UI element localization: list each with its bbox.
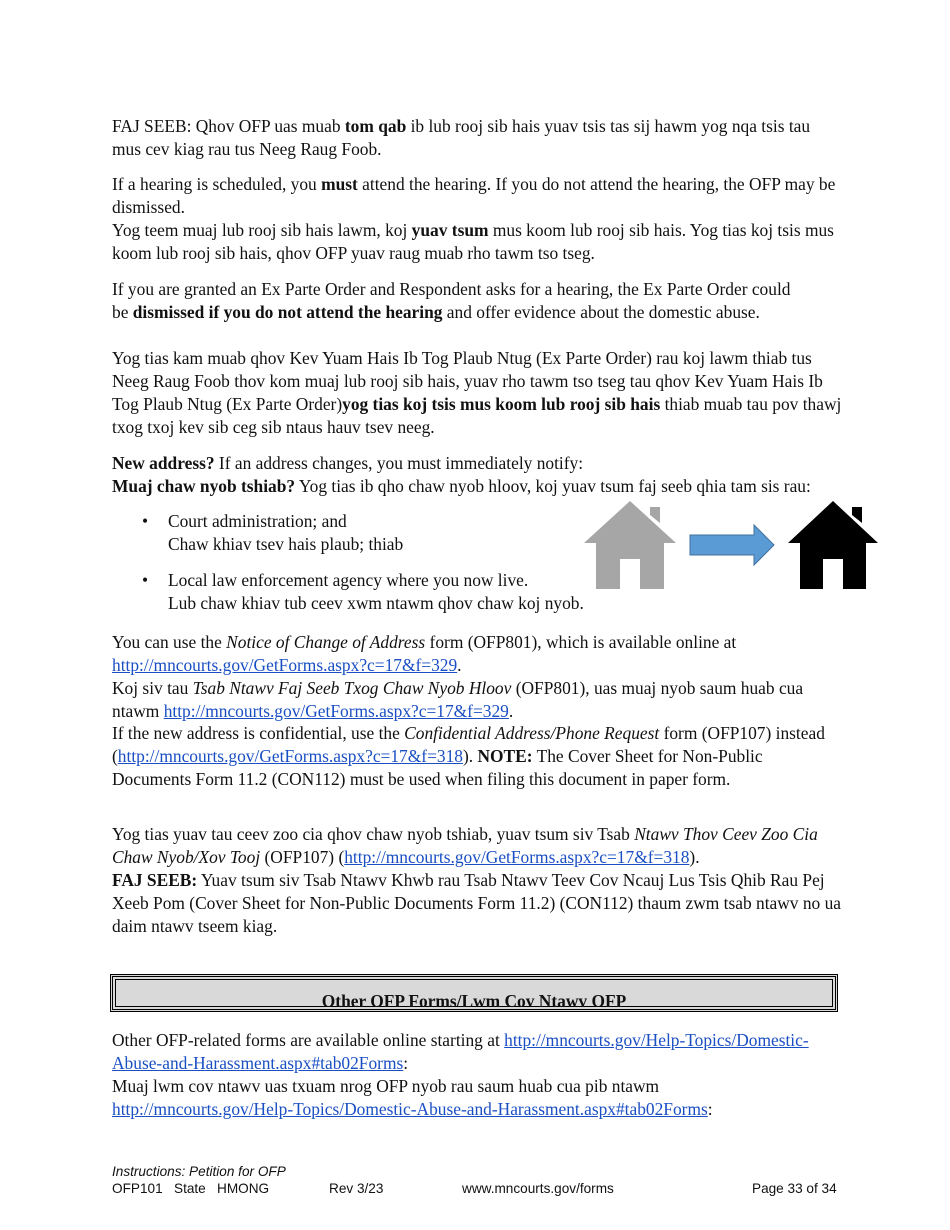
address-change-illustration <box>584 499 880 591</box>
new-address-hmong <box>112 475 842 498</box>
text-run: FAJ SEEB: Qhov OFP uas muab <box>112 116 345 136</box>
bullet: • <box>142 511 149 531</box>
list-item-english: Local law enforcement agency where you now live. <box>168 570 529 590</box>
text-run: The Cover Sheet for Non-Public Documents Form 11.2 (CON112) must be used when filing this document in paper form. <box>112 746 763 789</box>
other-forms-link[interactable]: http://mncourts.gov/Help-Topics/Domestic-Abuse-and-Harassment.aspx#tab02Forms <box>112 1099 708 1119</box>
form-title: Ntawv Thov Ceev Zoo Cia Chaw Nyob/Xov Tooj <box>112 824 818 867</box>
text-run: If a hearing is scheduled, you <box>112 174 322 194</box>
text-run: If an address changes, you must immediately notify: <box>214 453 584 473</box>
bullet: • <box>142 570 149 590</box>
ofp107-link[interactable]: http://mncourts.gov/GetForms.aspx?c=17&f=318 <box>344 847 690 867</box>
faj-seeb-paragraph <box>112 115 842 161</box>
bold-text: Muaj chaw nyob tshiab? <box>112 476 296 496</box>
bold-text: must <box>321 174 358 194</box>
bold-text: NOTE: <box>477 746 533 766</box>
text-run: attend the hearing. If you do not attend the hearing, the OFP may be dismissed. <box>112 174 836 217</box>
text-run: : <box>707 1099 713 1119</box>
text-run: mus koom lub rooj sib hais. Yog tias koj tsis mus koom lub rooj sib hais, qhov OFP yuav raug muab rho tawm tso tseg. <box>112 220 834 263</box>
footer-title: Instructions: Petition for OFP <box>112 1164 286 1179</box>
list-item-hmong: Chaw khiav tsev hais plaub; thiab <box>168 534 404 554</box>
list-item <box>112 510 592 556</box>
form-title: Notice of Change of Address <box>226 632 426 652</box>
ex-parte-paragraph-english <box>112 278 802 324</box>
text-run: Yog tias kam muab qhov Kev Yuam Hais Ib Tog Plaub Ntug (Ex Parte Order) rau koj lawm thiab tus Neeg Raug Foob thov kom muaj lub rooj sib hais, yuav rho tawm tso tseg tau qhov Kev Yuam Hais Ib Tog Plaub Ntug (Ex Parte Order) <box>112 348 823 414</box>
bold-text: tom qab <box>344 116 407 136</box>
text-run: . <box>457 655 462 675</box>
other-forms-english <box>112 1029 842 1075</box>
confidential-address-hmong <box>112 823 842 938</box>
form-title: Confidential Address/Phone Request <box>404 723 660 743</box>
other-forms-link[interactable]: http://mncourts.gov/Help-Topics/Domestic-Abuse-and-Harassment.aspx#tab02Forms <box>112 1030 809 1073</box>
house-icon <box>788 501 878 589</box>
ofp107-link[interactable]: http://mncourts.gov/GetForms.aspx?c=17&f=318 <box>117 746 463 766</box>
list-item-hmong: Lub chaw khiav tub ceev xwm ntawm qhov chaw koj nyob. <box>168 593 584 613</box>
text-run: form (OFP801), which is available online at <box>425 632 737 652</box>
text-run: If the new address is confidential, use the <box>112 723 405 743</box>
footer-website: www.mncourts.gov/forms <box>462 1181 614 1196</box>
confidential-address-english <box>112 722 842 791</box>
bold-text: dismissed if you do not attend the hearing <box>132 302 443 322</box>
ex-parte-paragraph-hmong <box>112 347 842 439</box>
footer-state: State <box>174 1181 206 1196</box>
text-run: (OFP801), uas muaj nyob saum huab cua ntawm <box>112 678 804 721</box>
change-address-english <box>112 631 842 677</box>
new-address-english <box>112 452 842 475</box>
footer-page-number: Page 33 of 34 <box>752 1181 837 1196</box>
footer-revision: Rev 3/23 <box>329 1181 384 1196</box>
page-footer <box>112 1163 842 1196</box>
list-item-english: Court administration; and <box>168 511 347 531</box>
ofp801-link[interactable]: http://mncourts.gov/GetForms.aspx?c=17&f=329 <box>112 655 458 675</box>
bold-text: New address? <box>112 453 215 473</box>
bold-text: yuav tsum <box>411 220 489 240</box>
text-run: ib lub rooj sib hais yuav tsis tas sij hawm yog nqa tsis tau mus cev kiag rau tus Neeg Raug Foob. <box>112 116 811 159</box>
ofp801-link[interactable]: http://mncourts.gov/GetForms.aspx?c=17&f=329 <box>163 701 509 721</box>
text-run: Yuav tsum siv Tsab Ntawv Khwb rau Tsab Ntawv Teev Cov Ncauj Lus Tsis Qhib Rau Pej Xeeb Pom (Cover Sheet for Non-Public Documents Form 11.2) (CON112) thaum zwm tsab ntawv no ua daim ntawv tseem kiag. <box>112 870 841 936</box>
text-run: You can use the <box>112 632 227 652</box>
bold-text: FAJ SEEB: <box>112 870 198 890</box>
notify-list <box>112 510 592 628</box>
text-run: Koj siv tau <box>112 678 193 698</box>
text-run: If you are granted an Ex Parte Order and Respondent asks for a hearing, the Ex Parte Order could be <box>112 279 791 322</box>
section-title: Other OFP Forms/Lwm Cov Ntawv OFP <box>321 991 627 1011</box>
text-run: thiab muab tau pov thawj txog txoj kev sib ceg sib ntaus hauv tsev neeg. <box>112 394 842 437</box>
text-run: . <box>508 701 514 721</box>
footer-language: HMONG <box>217 1181 270 1196</box>
text-run: and offer evidence about the domestic abuse. <box>442 302 760 322</box>
section-header <box>110 974 838 1012</box>
house-icon <box>584 501 676 589</box>
form-title: Tsab Ntawv Faj Seeb Txog Chaw Nyob Hloov <box>192 678 512 698</box>
footer-form-number: OFP101 <box>112 1181 163 1196</box>
text-run: : <box>403 1053 409 1073</box>
text-run: Other OFP-related forms are available online starting at <box>112 1030 505 1050</box>
text-run: ). <box>689 847 700 867</box>
text-run: ). <box>462 746 478 766</box>
list-item <box>112 569 592 615</box>
bold-text: yog tias koj tsis mus koom lub rooj sib hais <box>342 394 661 414</box>
text-run: Yog teem muaj lub rooj sib hais lawm, koj <box>112 220 412 240</box>
text-run: form (OFP107) instead ( <box>112 723 825 766</box>
text-run: Muaj lwm cov ntawv uas txuam nrog OFP nyob rau saum huab cua pib ntawm <box>112 1076 660 1096</box>
hearing-paragraph-english <box>112 173 842 219</box>
other-forms-hmong <box>112 1075 842 1121</box>
text-run: (OFP107) ( <box>260 847 345 867</box>
text-run: Yog tias ib qho chaw nyob hloov, koj yuav tsum faj seeb qhia tam sis rau: <box>295 476 811 496</box>
hearing-paragraph-hmong <box>112 219 842 265</box>
text-run: Yog tias yuav tau ceev zoo cia qhov chaw nyob tshiab, yuav tsum siv Tsab <box>112 824 635 844</box>
change-address-hmong <box>112 677 842 723</box>
arrow-right-icon <box>690 525 774 565</box>
